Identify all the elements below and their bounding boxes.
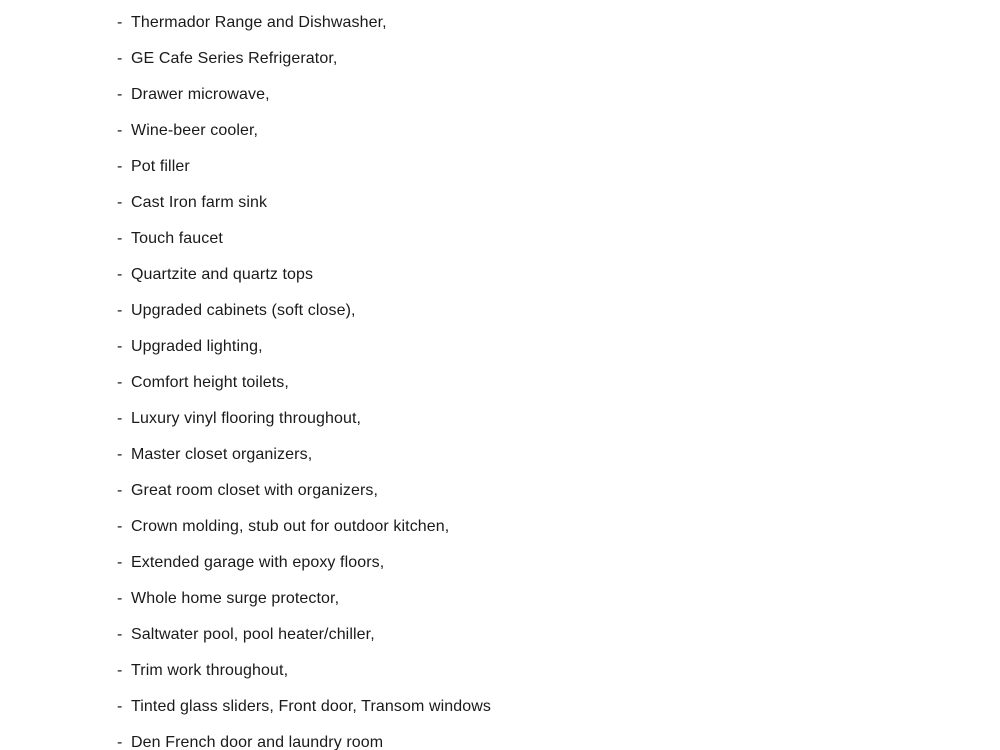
list-item [117,693,491,729]
bullet-dash: - [117,14,123,31]
list-item [117,405,491,441]
feature-list [117,9,491,750]
list-item-text: Pot filler [131,158,190,175]
bullet-dash: - [117,302,123,319]
list-item [117,549,491,585]
list-item-text: Whole home surge protector, [131,590,340,607]
list-item-text: Quartzite and quartz tops [131,266,314,283]
bullet-dash: - [117,554,123,571]
list-item [117,657,491,693]
list-item [117,189,491,225]
list-item [117,45,491,81]
list-item [117,297,491,333]
bullet-dash: - [117,374,123,391]
list-item-text: GE Cafe Series Refrigerator, [131,50,338,67]
list-item-text: Cast Iron farm sink [131,194,268,211]
list-item [117,585,491,621]
bullet-dash: - [117,266,123,283]
bullet-dash: - [117,662,123,679]
bullet-dash: - [117,50,123,67]
list-item-text: Upgraded lighting, [131,338,263,355]
bullet-dash: - [117,518,123,535]
bullet-dash: - [117,158,123,175]
list-item [117,261,491,297]
list-item-text: Thermador Range and Dishwasher, [131,14,387,31]
list-item-text: Crown molding, stub out for outdoor kitchen, [131,518,450,535]
bullet-dash: - [117,446,123,463]
list-item [117,81,491,117]
bullet-dash: - [117,590,123,607]
bullet-dash: - [117,482,123,499]
list-item [117,621,491,657]
list-item [117,441,491,477]
list-item-text: Drawer microwave, [131,86,270,103]
bullet-dash: - [117,86,123,103]
list-item-text: Extended garage with epoxy floors, [131,554,385,571]
list-item [117,117,491,153]
list-item-text: Comfort height toilets, [131,374,289,391]
list-item [117,729,491,750]
list-item-text: Luxury vinyl flooring throughout, [131,410,362,427]
list-item [117,513,491,549]
list-item [117,153,491,189]
list-item [117,9,491,45]
list-item-text: Saltwater pool, pool heater/chiller, [131,626,375,643]
list-item-text: Wine-beer cooler, [131,122,259,139]
list-item-text: Master closet organizers, [131,446,313,463]
list-item-text: Den French door and laundry room [131,734,384,750]
bullet-dash: - [117,410,123,427]
bullet-dash: - [117,194,123,211]
list-item [117,369,491,405]
list-item-text: Great room closet with organizers, [131,482,379,499]
bullet-dash: - [117,734,123,750]
bullet-dash: - [117,698,123,715]
bullet-dash: - [117,338,123,355]
list-item [117,333,491,369]
list-item-text: Tinted glass sliders, Front door, Transom windows [131,698,492,715]
bullet-dash: - [117,626,123,643]
bullet-dash: - [117,122,123,139]
list-item-text: Touch faucet [131,230,223,247]
list-item-text: Trim work throughout, [131,662,289,679]
list-item [117,477,491,513]
bullet-dash: - [117,230,123,247]
list-item [117,225,491,261]
list-item-text: Upgraded cabinets (soft close), [131,302,356,319]
